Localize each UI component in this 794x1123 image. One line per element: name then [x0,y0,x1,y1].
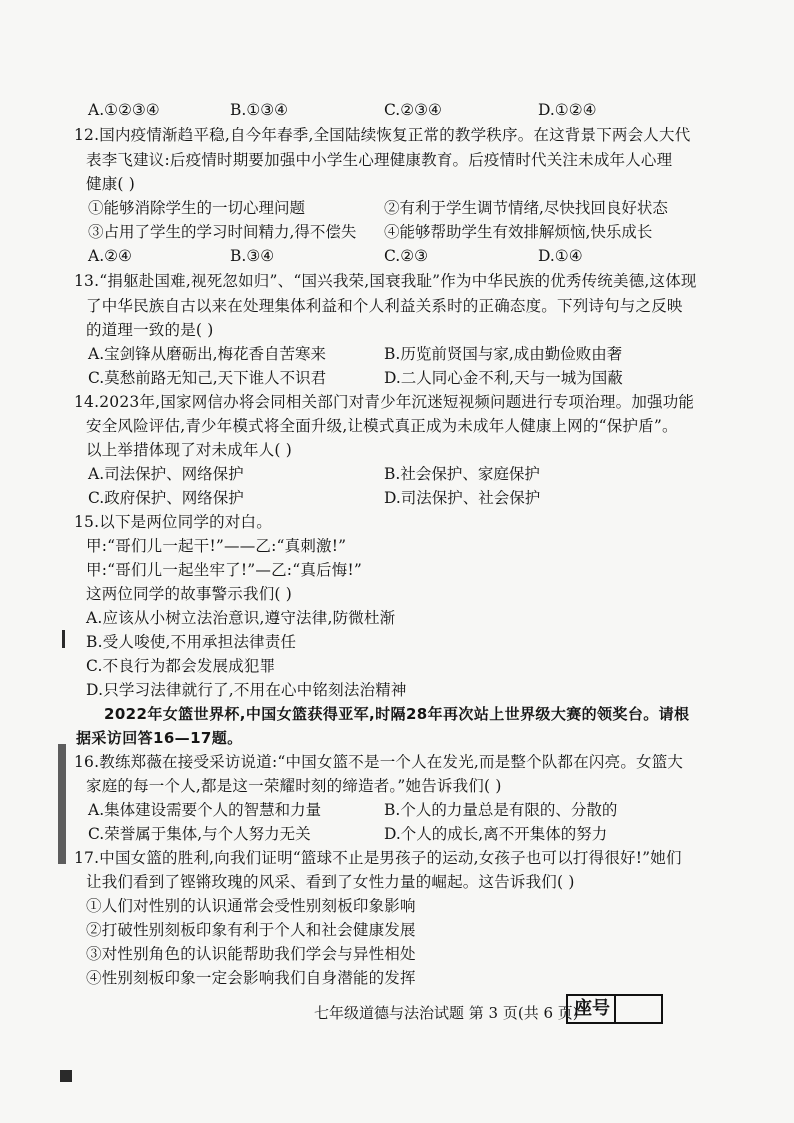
q13-option-a: A.宝剑锋从磨砺出,梅花香自苦寒来 [88,345,327,363]
q14-stem-line: 以上举措体现了对未成年人( ) [86,441,293,459]
q15-stem: 15.以下是两位同学的对白。 [74,513,272,531]
q13-options [88,342,754,366]
seat-number-label: 座号 [570,996,616,1022]
q14-option-b: B.社会保护、家庭保护 [384,465,540,483]
q15-prompt: 这两位同学的故事警示我们( ) [86,585,293,603]
q12-statement: ④能够帮助学生有效排解烦恼,快乐成长 [384,223,653,241]
q15-option-d: D.只学习法律就行了,不用在心中铭刻法治精神 [86,681,407,699]
q11-option-d: D.①②④ [538,101,597,119]
q16-options [88,798,754,822]
q12-option-a: A.②④ [88,247,132,265]
seat-number-box [566,994,663,1024]
q12-statement: ①能够消除学生的一切心理问题 [88,199,306,217]
scan-mark [62,630,65,648]
q16-stem-line: 16.教练郑薇在接受采访说道:“中国女篮不是一个人在发光,而是整个队都在闪亮。女篮大 [74,753,684,771]
q12-stem-line: 12.国内疫情渐趋平稳,自今年春季,全国陆续恢复正常的教学秩序。在这背景下两会人大代 [74,126,691,144]
q12-option-c: C.②③ [384,247,429,265]
q17-stem-line: 让我们看到了铿锵玫瑰的风采、看到了女性力量的崛起。这告诉我们( ) [86,873,575,891]
q14-stem-line: 14.2023年,国家网信办将会同相关部门对青少年沉迷短视频问题进行专项治理。加强功能 [74,393,695,411]
q15-option-c: C.不良行为都会发展成犯罪 [86,657,276,675]
q17-statement: ②打破性别刻板印象有利于个人和社会健康发展 [86,921,416,939]
q15-option-b: B.受人唆使,不用承担法律责任 [86,633,297,651]
q14-options [88,462,754,486]
q13-option-c: C.莫愁前路无知己,天下谁人不识君 [88,369,327,387]
q13-stem-line: 13.“捐躯赴国难,视死忽如归”、“国兴我荣,国衰我耻”作为中华民族的优秀传统美德,这体现 [74,272,697,290]
q16-option-b: B.个人的力量总是有限的、分散的 [384,801,618,819]
q14-options [88,486,754,510]
q16-option-a: A.集体建设需要个人的智慧和力量 [88,801,322,819]
q13-option-d: D.二人同心金不利,天与一城为国蔽 [384,369,623,387]
q12-option-b: B.③④ [230,247,275,265]
q13-stem-line: 了中华民族自古以来在处理集体利益和个人利益关系时的正确态度。下列诗句与之反映 [86,297,683,315]
q12-statements-row [88,220,754,244]
q17-statement: ①人们对性别的认识通常会受性别刻板印象影响 [86,897,416,915]
q12-stem-line: 健康( ) [86,175,136,193]
q13-options [88,366,754,390]
q14-stem-line: 安全风险评估,青少年模式将全面升级,让模式真正成为未成年人健康上网的“保护盾”。 [86,417,678,435]
q16-options [88,822,754,846]
q11-option-a: A.①②③④ [88,101,160,119]
q12-statements-row [88,196,754,220]
q11-options [88,98,754,122]
footer-page-title: 七年级道德与法治试题 第 3 页(共 6 页) [314,1004,579,1022]
q16-option-c: C.荣誉属于集体,与个人努力无关 [88,825,311,843]
q13-option-b: B.历览前贤国与家,成由勤俭败由奢 [384,345,623,363]
q11-option-b: B.①③④ [230,101,289,119]
scan-mark [58,744,66,864]
q16-option-d: D.个人的成长,离不开集体的努力 [384,825,608,843]
q16-stem-line: 家庭的每一个人,都是这一荣耀时刻的缔造者。”她告诉我们( ) [86,777,502,795]
q17-statement: ③对性别角色的认识能帮助我们学会与异性相处 [86,945,416,963]
q17-statement: ④性别刻板印象一定会影响我们自身潜能的发挥 [86,969,416,987]
q14-option-c: C.政府保护、网络保护 [88,489,244,507]
q17-stem-line: 17.中国女篮的胜利,向我们证明“篮球不止是男孩子的运动,女孩子也可以打得很好!”她们 [74,849,682,867]
q15-dialogue-line: 甲:“哥们儿一起坐牢了!”—乙:“真后悔!” [86,561,362,579]
q12-statement: ②有利于学生调节情绪,尽快找回良好状态 [384,199,668,217]
q15-dialogue-line: 甲:“哥们儿一起干!”——乙:“真刺激!” [86,537,347,555]
material-line: 2022年女篮世界杯,中国女篮获得亚军,时隔28年再次站上世界级大赛的领奖台。请根 [104,705,690,723]
q12-statement: ③占用了学生的学习时间精力,得不偿失 [88,223,357,241]
q12-options [88,244,754,268]
q14-option-a: A.司法保护、网络保护 [88,465,244,483]
q14-option-d: D.司法保护、社会保护 [384,489,541,507]
q11-option-c: C.②③④ [384,101,442,119]
material-line: 据采访回答16—17题。 [76,729,243,747]
q13-stem-line: 的道理一致的是( ) [86,321,214,339]
scan-mark [60,1070,72,1082]
q12-option-d: D.①④ [538,247,583,265]
q12-stem-line: 表李飞建议:后疫情时期要加强中小学生心理健康教育。后疫情时代关注未成年人心理 [86,151,673,169]
q15-option-a: A.应该从小树立法治意识,遵守法律,防微杜渐 [86,609,396,627]
